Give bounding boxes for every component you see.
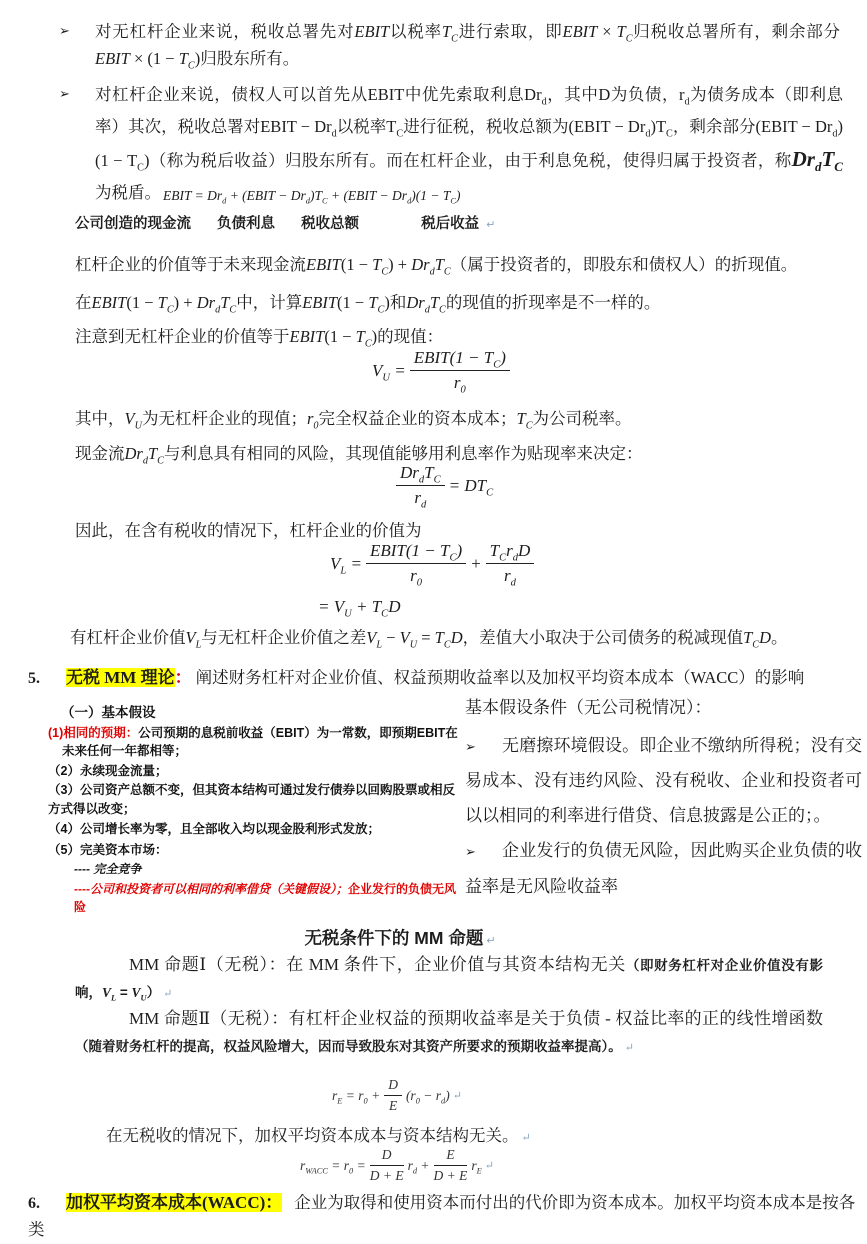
fraction-numerator: $T_Cr_dD$: [486, 541, 535, 564]
fraction-denominator: $r_d$: [414, 488, 427, 511]
assumption-item-2: （2）永续现金流量；: [48, 763, 168, 778]
right-panel-heading: 基本假设条件（无公司税情况）：: [465, 698, 712, 717]
formula-vl-line2: = $V_U + T_CD$: [318, 597, 401, 620]
formula-rwacc-lhs: $r_{WACC} = r_0$ =: [300, 1157, 366, 1176]
wacc-note-text: 在无税收的情况下，加权平均资本成本与资本结构无关。: [106, 1126, 519, 1145]
formula-re-rhs: $(r_0 - r_d)$: [405, 1087, 450, 1106]
formula-label: 公司创造的现金流: [75, 216, 191, 232]
section-description: 企业为取得和使用资本而付出的代价即为资本成本。加权平均资本成本是按各类: [28, 1193, 856, 1239]
fraction-denominator: D + E: [433, 1168, 468, 1183]
assumption-sub-item-2: [74, 880, 460, 917]
plus-operator: +: [470, 553, 482, 573]
mm-prop1-paren: （即财务杠杆对企业价值没有影响，$V_L = V_U$）: [75, 958, 823, 1003]
assumption-1-label: (1)相同的预期：: [48, 725, 139, 740]
fraction-denominator: E: [388, 1098, 398, 1113]
formula-label: 负债利息: [217, 216, 276, 232]
fraction-numerator: D: [384, 1077, 402, 1096]
triangle-bullet-icon: ➢: [465, 844, 476, 859]
risk-free-debt-red-text: 企业发行的负债无风险: [74, 881, 457, 914]
assumption-item-4: （4）公司增长率为零，且全部收入均以现金股利形式发放；: [48, 822, 380, 836]
mm-prop2-paren: （随着财务杠杆的提高，权益风险增大，因而导致股东对其资产所要求的预期收益率提高）。: [75, 1039, 622, 1054]
section-number: 5.: [28, 670, 40, 687]
section-description: 阐述财务杠杆对企业价值、权益预期收益率以及加权平均资本成本（WACC）的影响: [195, 668, 805, 687]
mm-proposition-1: [75, 951, 823, 1008]
fraction-numerator: EBIT(1 − $T_C$): [410, 348, 510, 371]
paragraph-therefore: 因此，在含有税收的情况下，杠杆企业的价值为: [75, 521, 422, 540]
paragraph-leveraged-value: 杠杆企业的价值等于未来现金流EBIT(1 − $T_C) + Dr_dT_C$（属于投资者的，即股东和债权人）的折现值。: [75, 255, 798, 278]
paragraph-note-unlevered: 注意到无杠杆企业的价值等于EBIT(1 − $T_C$)的现值：: [75, 327, 444, 350]
formula-vu-lhs: $V_U$ =: [372, 360, 406, 383]
fraction-denominator: D + E: [369, 1168, 404, 1183]
triangle-bullet-icon: ➢: [465, 738, 476, 754]
fraction-denominator: $r_0$: [410, 566, 423, 589]
section-number: 6.: [28, 1195, 40, 1212]
fraction: [366, 541, 466, 589]
ebit-identity-formula: EBIT = $Dr_d$ + (EBIT − $Dr_d)T_C$ + (EBIT − $Dr_d)(1 - T_C)$: [163, 188, 461, 206]
paragraph-difference: 有杠杆企业价值$V_L$与无杠杆企业价值之差$V_L - V_U = T_CD$，差值大小取决于公司债务的税减现值$T_CD$。: [70, 628, 788, 651]
paragraph-cashflow-risk: 现金流$Dr_dT_C$与利息具有相同的风险，其现值能够用利息率作为贴现率来决定：: [75, 444, 643, 467]
formula-labels-row: [75, 212, 495, 233]
tax-shield-term: $Dr_dT_C$: [791, 147, 843, 175]
paragraph-mark: ↵: [486, 935, 496, 947]
formula-re-lhs: $r_E = r_0$ +: [332, 1087, 381, 1106]
section-5-heading: [28, 663, 848, 691]
mm-prop2-main: MM 命题Ⅱ（无税）：有杠杆企业权益的预期收益率是关于负债 - 权益比率的正的线性增函数: [129, 1009, 823, 1028]
highlighted-title: 无税 MM 理论: [66, 668, 175, 687]
formula-vu: [372, 348, 514, 396]
formula-label: 税后收益: [421, 216, 480, 232]
assumptions-left-panel: [48, 704, 460, 917]
fraction-numerator: $Dr_dT_C$: [396, 463, 445, 486]
fraction-numerator: EBIT(1 − $T_C$): [366, 541, 466, 564]
frictionless-assumption-text: 无磨擦环境假设。即企业不缴纳所得税；没有交易成本、没有违约风险、没有税收、企业和投资者可以以相同的利率进行借贷、信息披露是公正的；。: [465, 735, 862, 825]
mm-proposition-2: [75, 1005, 823, 1062]
fraction-denominator: $r_d$: [504, 566, 516, 589]
formula-dtc: [392, 463, 494, 511]
paragraph-vu-note: 其中，$V_U$为无杠杆企业的现值；$r_0$完全权益企业的资本成本；$T_C$为公司税率。: [75, 409, 632, 432]
bullet-unlevered-firm: 对无杠杆企业来说，税收总署先对EBIT以税率$T_C$进行索取，即EBIT × $T_C$归税收总署所有，剩余部分EBIT × $(1 - T_C)$归股东所有。: [95, 22, 841, 72]
fraction-numerator: D: [370, 1147, 404, 1166]
fraction: [434, 1147, 468, 1184]
assumption-sub-item-1: ---- 完全竞争: [74, 862, 142, 876]
paragraph-discount-rates: 在EBIT(1 − $T_C) + Dr_dT_C$中，计算EBIT(1 − $T_C$)和$Dr_dT_C$的现值的折现率是不一样的。: [75, 293, 661, 316]
paragraph-mark: ↵: [521, 1132, 531, 1144]
assumptions-right-panel: [465, 691, 862, 904]
assumption-item-5: （5）完美资本市场：: [48, 842, 168, 857]
title-colon: ：: [174, 668, 192, 687]
formula-dtc-rhs: = $DT_C$: [448, 475, 494, 498]
fraction: [384, 1077, 402, 1114]
mm-propositions-title: [0, 925, 800, 950]
paragraph-mark: ↵: [484, 1160, 494, 1172]
fraction-numerator: E: [434, 1147, 468, 1166]
mm-prop1-main: MM 命题Ⅰ（无税）：在 MM 条件下，企业价值与其资本结构无关: [129, 955, 626, 974]
assumptions-heading: （一）基本假设: [61, 705, 156, 720]
formula-rwacc: [300, 1147, 494, 1184]
fraction-denominator: $r_0$: [453, 373, 466, 396]
fraction: [370, 1147, 404, 1184]
triangle-bullet-icon: ➢: [59, 86, 70, 101]
key-assumption-red-text: ----公司和投资者可以相同的利率借贷（关键假设）；: [74, 881, 348, 896]
fraction: [486, 541, 535, 589]
triangle-bullet-icon: ➢: [59, 23, 70, 38]
formula-rwacc-mid: $r_d$ +: [407, 1157, 430, 1176]
riskfree-debt-assumption-text: 企业发行的负债无风险，因此购买企业负债的收益率是无风险收益率: [465, 841, 862, 896]
fraction: [396, 463, 445, 511]
highlighted-title: 加权平均资本成本(WACC)：: [66, 1193, 283, 1212]
wacc-independence-note: [106, 1122, 531, 1146]
assumption-item-1: [48, 724, 460, 761]
paragraph-mark: ↵: [624, 1042, 634, 1054]
right-panel-bullet-1: [465, 729, 862, 834]
formula-vl-lhs: $V_L$ =: [330, 553, 362, 576]
paragraph-mark: ↵: [163, 988, 173, 1000]
mm-title-text: 无税条件下的 MM 命题: [304, 928, 484, 948]
formula-vl: [330, 541, 538, 589]
right-panel-bullet-2: [465, 834, 862, 904]
fraction: [410, 348, 510, 396]
section-6-heading: [28, 1188, 858, 1243]
assumption-item-3: （3）公司资产总额不变，但其资本结构可通过发行债券以回购股票或相反方式得以改变；: [48, 783, 455, 816]
bullet-levered-tail: 为税盾。: [95, 183, 161, 202]
assumption-1-text: 公司预期的息税前收益（EBIT）为一常数，即预期EBIT在未来任何一年都相等；: [62, 725, 458, 758]
paragraph-mark: ↵: [486, 219, 496, 231]
paragraph-mark: ↵: [452, 1090, 462, 1102]
bullet-levered-text: 对杠杆企业来说，债权人可以首先从EBIT中优先索取利息$Dr_d$，其中D为负债，$r_d$为债务成本（即利息率）其次，税收总署对EBIT − $Dr_d$以税率$T_C$进行征税，税收总额为(EBIT − $Dr_d)T_C$，剩余部分(EBIT − $Dr_d)(1 - T_C)$（称为税后收益）归股东所有。而在杠杆企业，由于利息免税，使得归属于投资者，称: [95, 85, 843, 174]
formula-label: 税收总额: [301, 216, 360, 232]
formula-rwacc-rhs: $r_E$: [471, 1157, 482, 1176]
formula-re: [332, 1077, 462, 1114]
